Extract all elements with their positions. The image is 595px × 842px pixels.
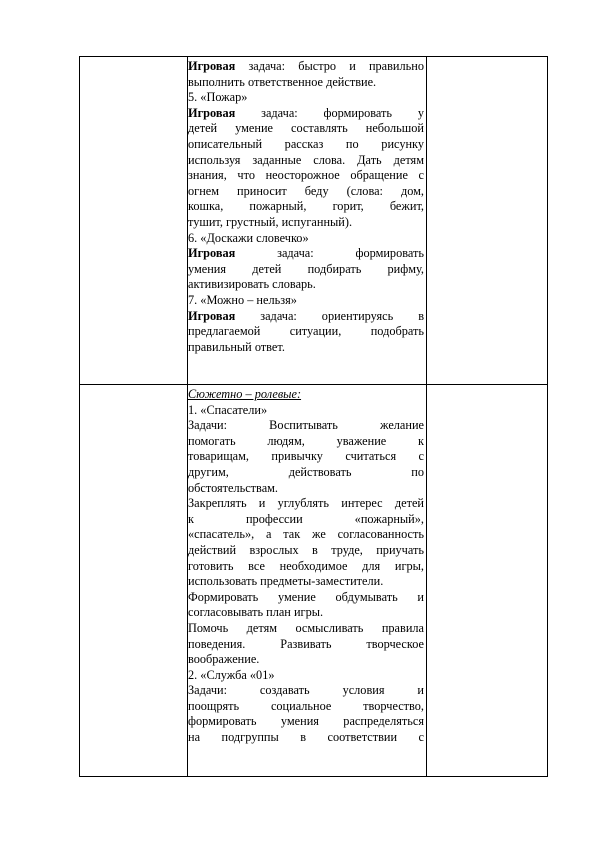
line-text: выполнить ответственное действие. [188,74,377,89]
line-text: Закреплять и углублять интерес детей [188,496,424,511]
line-text: формировать умения распределяться [188,714,424,729]
text-line [188,683,424,699]
text-line [188,184,424,200]
text-line [188,730,424,746]
text-line [188,90,424,106]
line-text: активизировать словарь. [188,277,316,292]
line-text: знания, что неосторожное обращение с [188,168,424,183]
table-cell-games-1 [188,59,424,355]
line-text: 5. «Пожар» [188,90,248,105]
text-line [188,668,424,684]
bold-term: Игровая [188,105,236,120]
text-line [188,262,424,278]
line-text: задача: формировать [235,246,424,261]
text-line [188,106,424,122]
bold-term: Игровая [188,246,236,261]
column-divider-right [426,57,427,776]
text-line [188,512,424,528]
text-line [188,215,424,231]
bold-term: Игровая [188,308,236,323]
line-text: используя заданные слова. Дать детям [188,152,424,167]
text-line [188,293,424,309]
line-text: 6. «Доскажи словечко» [188,230,309,245]
line-text: описательный рассказ по рисунку [188,136,424,151]
line-text: задача: быстро и правильно [235,59,424,73]
line-text: правильный ответ. [188,339,285,354]
text-line [188,496,424,512]
line-text: задача: формировать у [235,105,424,120]
text-line [188,590,424,606]
line-text: к профессии «пожарный», [188,511,424,526]
text-line [188,75,424,91]
text-line [188,465,424,481]
text-line [188,481,424,497]
text-line [188,199,424,215]
line-text: 7. «Можно – нельзя» [188,292,297,307]
text-line [188,231,424,247]
text-line [188,699,424,715]
table-cell-role-games [188,387,424,746]
line-text: предлагаемой ситуации, подобрать [188,324,424,339]
line-text: 2. «Служба «01» [188,667,275,682]
line-text: на подгруппы в соответствии с [188,730,424,745]
line-text: использовать предметы-заместители. [188,574,384,589]
line-text: Задачи: создавать условия и [188,683,424,698]
line-text: поощрять социальное творчество, [188,698,424,713]
text-line [188,605,424,621]
line-text: готовить все необходимое для игры, [188,558,424,573]
text-line [188,121,424,137]
line-text: умения детей подбирать рифму, [188,261,424,276]
line-text: другим, действовать по [188,464,424,479]
line-text: действий взрослых в труде, приучать [188,542,424,557]
text-line [188,403,424,419]
text-line [188,340,424,356]
line-text: 1. «Спасатели» [188,402,268,417]
text-line [188,137,424,153]
line-text: помогать людям, уважение к [188,433,424,448]
text-line [188,652,424,668]
line-text: «спасатель», а так же согласованность [188,527,424,542]
text-line [188,559,424,575]
bold-term: Игровая [188,59,236,73]
text-line [188,434,424,450]
line-text: товарищам, привычку считаться с [188,449,424,464]
text-line [188,449,424,465]
text-line [188,153,424,169]
text-line [188,527,424,543]
line-text: Задачи: Воспитывать желание [188,418,424,433]
line-text: согласовывать план игры. [188,605,324,620]
section-heading: Сюжетно – ролевые: [188,387,302,401]
text-line [188,574,424,590]
text-line [188,621,424,637]
content-table [79,56,548,777]
line-text: огнем приносит беду (слова: дом, [188,183,424,198]
line-text: кошка, пожарный, горит, бежит, [188,199,424,214]
text-line [188,543,424,559]
text-line [188,309,424,325]
text-line [188,59,424,75]
line-text: обстоятельствам. [188,480,279,495]
text-line [188,418,424,434]
text-line [188,637,424,653]
line-text: Помочь детям осмысливать правила [188,620,424,635]
line-text: Формировать умение обдумывать и [188,589,424,604]
text-line [188,246,424,262]
text-line [188,324,424,340]
line-text: тушит, грустный, испуганный). [188,214,353,229]
text-line [188,168,424,184]
line-text: поведения. Развивать творческое [188,636,424,651]
text-line [188,277,424,293]
line-text: воображение. [188,652,260,667]
line-text: задача: ориентируясь в [235,308,424,323]
row-divider [80,384,547,385]
line-text: детей умение составлять небольшой [188,121,424,136]
text-line [188,714,424,730]
